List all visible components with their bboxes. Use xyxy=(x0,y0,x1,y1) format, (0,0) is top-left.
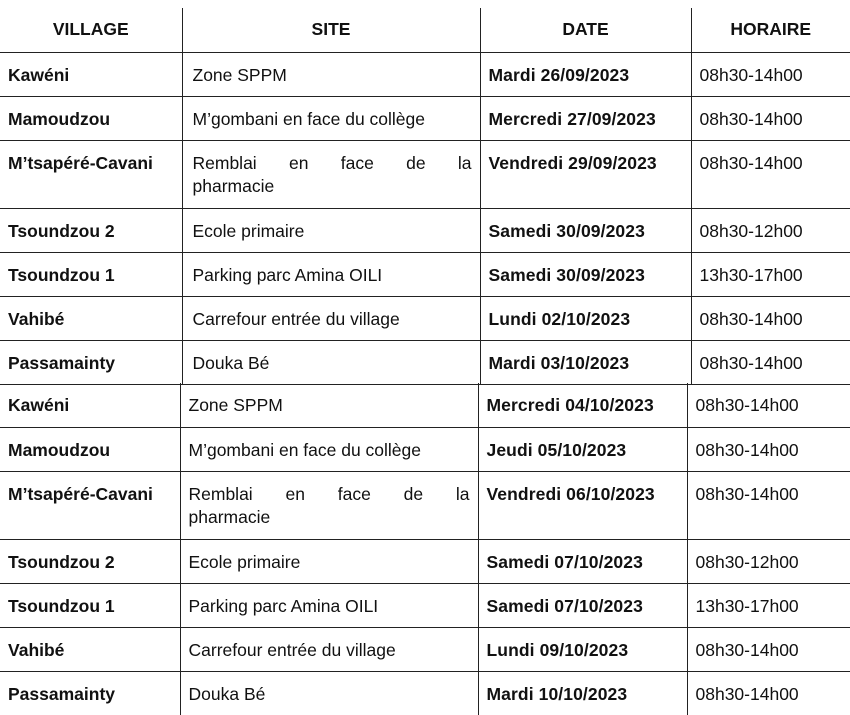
header-horaire: HORAIRE xyxy=(691,8,850,52)
village-cell: M’tsapéré-Cavani xyxy=(0,471,180,539)
site-cell: Ecole primaire xyxy=(180,539,478,583)
horaire-cell: 13h30-17h00 xyxy=(687,583,850,627)
date-cell: Lundi 02/10/2023 xyxy=(480,296,691,340)
site-line-1: Remblai en face de la xyxy=(192,152,472,173)
site-cell: Carrefour entrée du village xyxy=(180,627,478,671)
village-cell: Vahibé xyxy=(0,296,182,340)
horaire-cell: 08h30-14h00 xyxy=(691,52,850,96)
site-cell: Douka Bé xyxy=(180,671,478,715)
village-cell: Passamainty xyxy=(0,340,182,384)
date-cell: Samedi 30/09/2023 xyxy=(480,208,691,252)
village-cell: Tsoundzou 2 xyxy=(0,539,180,583)
date-cell: Vendredi 06/10/2023 xyxy=(478,471,687,539)
date-cell: Samedi 30/09/2023 xyxy=(480,252,691,296)
site-line-2: pharmacie xyxy=(188,506,271,527)
village-cell: Kawéni xyxy=(0,383,180,427)
table-row xyxy=(0,252,850,296)
date-cell: Vendredi 29/09/2023 xyxy=(480,140,691,208)
site-cell: Parking parc Amina OILI xyxy=(180,583,478,627)
horaire-cell: 08h30-14h00 xyxy=(691,296,850,340)
date-cell: Mardi 26/09/2023 xyxy=(480,52,691,96)
table-row xyxy=(0,627,850,671)
site-cell: Douka Bé xyxy=(182,340,480,384)
date-cell: Mercredi 04/10/2023 xyxy=(478,383,687,427)
village-cell: Passamainty xyxy=(8,683,116,704)
village-cell: Mamoudzou xyxy=(0,427,180,471)
village-cell: Mamoudzou xyxy=(0,96,182,140)
table-row xyxy=(0,427,850,471)
horaire-cell: 08h30-14h00 xyxy=(687,627,850,671)
horaire-cell: 08h30-12h00 xyxy=(691,208,850,252)
site-cell: Ecole primaire xyxy=(182,208,480,252)
date-cell: Mardi 10/10/2023 xyxy=(478,671,687,715)
site-cell: Parking parc Amina OILI xyxy=(182,252,480,296)
date-cell: Jeudi 05/10/2023 xyxy=(478,427,687,471)
table-row xyxy=(0,583,850,627)
site-line-2: pharmacie xyxy=(192,175,275,196)
table-row xyxy=(0,340,850,384)
table-row xyxy=(0,296,850,340)
table-row xyxy=(0,671,850,715)
site-cell xyxy=(180,471,478,539)
table-row xyxy=(0,96,850,140)
table-row xyxy=(0,208,850,252)
schedule-table-2 xyxy=(0,383,850,715)
horaire-cell: 08h30-14h00 xyxy=(687,427,850,471)
table-row xyxy=(0,471,850,539)
date-cell: Samedi 07/10/2023 xyxy=(478,539,687,583)
header-site: SITE xyxy=(182,8,480,52)
site-cell: M’gombani en face du collège xyxy=(182,96,480,140)
horaire-cell: 08h30-12h00 xyxy=(687,539,850,583)
horaire-cell: 13h30-17h00 xyxy=(691,252,850,296)
horaire-cell: 08h30-14h00 xyxy=(691,340,850,384)
table-row xyxy=(0,539,850,583)
village-cell: Vahibé xyxy=(0,627,180,671)
header-village: VILLAGE xyxy=(0,8,182,52)
table-row xyxy=(0,383,850,427)
date-cell: Lundi 09/10/2023 xyxy=(478,627,687,671)
horaire-cell: 08h30-14h00 xyxy=(691,96,850,140)
date-cell: Mercredi 27/09/2023 xyxy=(480,96,691,140)
horaire-cell: 08h30-14h00 xyxy=(687,671,850,715)
table-header-row xyxy=(0,8,850,52)
village-cell: Kawéni xyxy=(0,52,182,96)
site-line-1: Remblai en face de la xyxy=(188,483,470,504)
village-cell: Tsoundzou 1 xyxy=(0,252,182,296)
village-cell: M’tsapéré-Cavani xyxy=(0,140,182,208)
header-date: DATE xyxy=(480,8,691,52)
horaire-cell: 08h30-14h00 xyxy=(687,383,850,427)
table-row xyxy=(0,52,850,96)
schedule-table-1 xyxy=(0,8,850,385)
site-cell: Zone SPPM xyxy=(180,383,478,427)
site-cell: Carrefour entrée du village xyxy=(182,296,480,340)
date-cell: Mardi 03/10/2023 xyxy=(480,340,691,384)
village-cell: Tsoundzou 2 xyxy=(0,208,182,252)
site-cell: Zone SPPM xyxy=(182,52,480,96)
table-row xyxy=(0,140,850,208)
horaire-cell: 08h30-14h00 xyxy=(687,471,850,539)
date-cell: Samedi 07/10/2023 xyxy=(478,583,687,627)
site-cell xyxy=(182,140,480,208)
village-cell: Tsoundzou 1 xyxy=(0,583,180,627)
site-cell: M’gombani en face du collège xyxy=(180,427,478,471)
horaire-cell: 08h30-14h00 xyxy=(691,140,850,208)
